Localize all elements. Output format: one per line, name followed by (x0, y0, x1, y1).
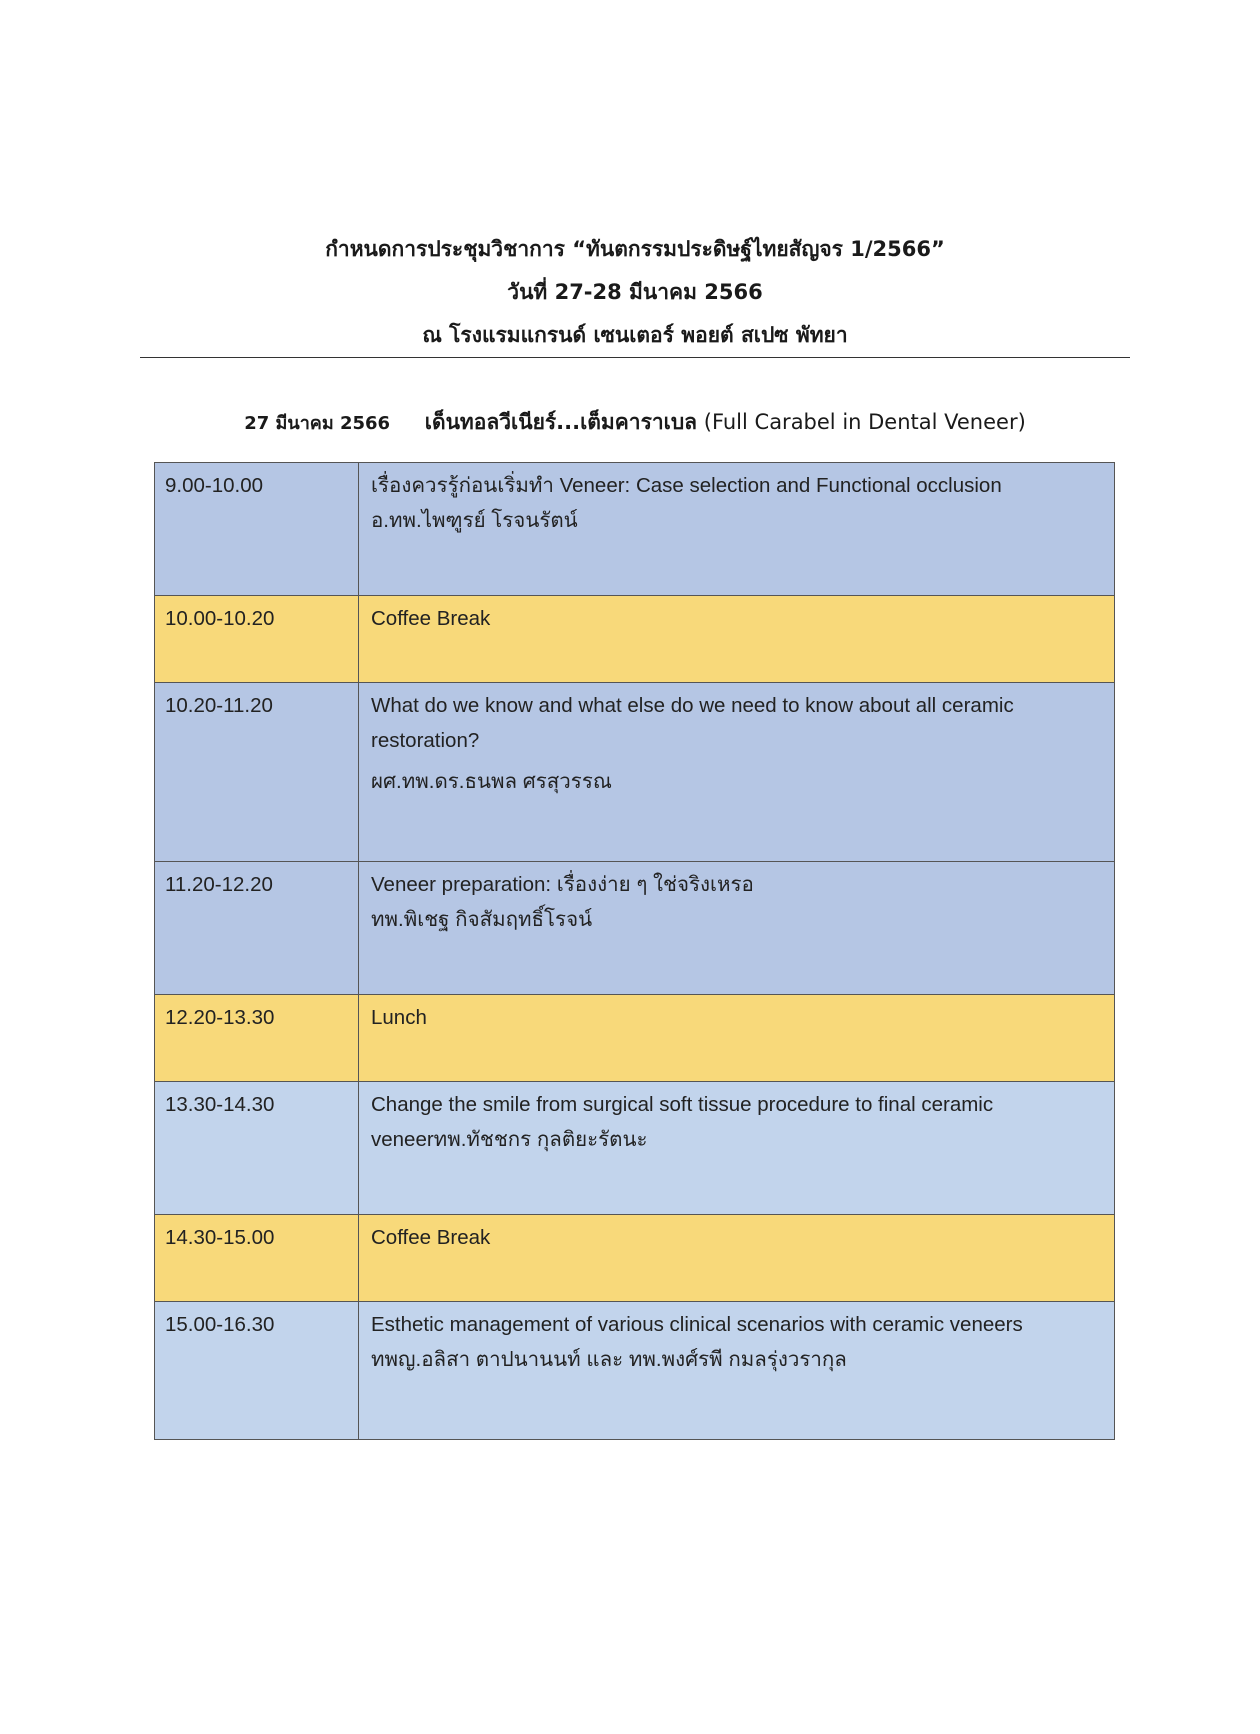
session-title: Lunch (371, 1006, 427, 1029)
day-date: 27 มีนาคม 2566 (244, 413, 391, 434)
schedule-row (155, 596, 1115, 683)
schedule-row (155, 1082, 1115, 1215)
session-speaker: ผศ.ทพ.ดร.ธนพล ศรสุวรรณ (371, 770, 612, 793)
session-detail (359, 862, 1115, 995)
day-heading (140, 404, 1130, 442)
session-time: 13.30-14.30 (155, 1082, 359, 1215)
day-theme-thai: เด็นทอลวีเนียร์...เต็มคาราเบล (424, 410, 698, 434)
session-time: 11.20-12.20 (155, 862, 359, 995)
session-detail (359, 1302, 1115, 1440)
session-time: 9.00-10.00 (155, 463, 359, 596)
session-detail (359, 1082, 1115, 1215)
document-header (140, 228, 1130, 357)
session-title: What do we know and what else do we need to know about all ceramic (371, 694, 1014, 717)
header-divider (140, 357, 1130, 358)
day-theme-english: (Full Carabel in Dental Veneer) (703, 410, 1026, 434)
session-detail (359, 596, 1115, 683)
session-title: Coffee Break (371, 1226, 491, 1249)
session-title-continued: veneerทพ.ทัชชกร กุลติยะรัตนะ (371, 1128, 648, 1151)
conference-dates: วันที่ 27-28 มีนาคม 2566 (507, 280, 763, 304)
session-detail (359, 1215, 1115, 1302)
session-time: 12.20-13.30 (155, 995, 359, 1082)
session-title-continued: restoration? (371, 729, 480, 752)
schedule-table (154, 462, 1115, 1440)
schedule-row (155, 1215, 1115, 1302)
schedule-row (155, 463, 1115, 596)
conference-venue: ณ โรงแรมแกรนด์ เซนเตอร์ พอยต์ สเปซ พัทยา (422, 323, 848, 347)
session-time: 10.00-10.20 (155, 596, 359, 683)
session-title: Veneer preparation: เรื่องง่าย ๆ ใช่จริงเหรอ (371, 873, 754, 896)
schedule-row (155, 862, 1115, 995)
session-detail (359, 463, 1115, 596)
session-title: Esthetic management of various clinical scenarios with ceramic veneers (371, 1313, 1023, 1336)
schedule-row (155, 995, 1115, 1082)
session-time: 10.20-11.20 (155, 683, 359, 862)
conference-title: กำหนดการประชุมวิชาการ “ทันตกรรมประดิษฐ์ไทยสัญจร 1/2566” (325, 237, 945, 261)
session-time: 14.30-15.00 (155, 1215, 359, 1302)
session-title: Coffee Break (371, 607, 491, 630)
session-time: 15.00-16.30 (155, 1302, 359, 1440)
session-detail (359, 995, 1115, 1082)
session-detail (359, 683, 1115, 862)
session-title: เรื่องควรรู้ก่อนเริ่มทำ Veneer: Case selection and Functional occlusion (371, 474, 1002, 497)
session-speaker: อ.ทพ.ไพฑูรย์ โรจนรัตน์ (371, 509, 578, 532)
session-speaker: ทพญ.อลิสา ตาปนานนท์ และ ทพ.พงศ์รพี กมลรุ่งวรากุล (371, 1348, 847, 1371)
schedule-row (155, 683, 1115, 862)
schedule-row (155, 1302, 1115, 1440)
session-speaker: ทพ.พิเชฐ กิจสัมฤทธิ์โรจน์ (371, 908, 593, 931)
session-title: Change the smile from surgical soft tissue procedure to final ceramic (371, 1093, 994, 1116)
